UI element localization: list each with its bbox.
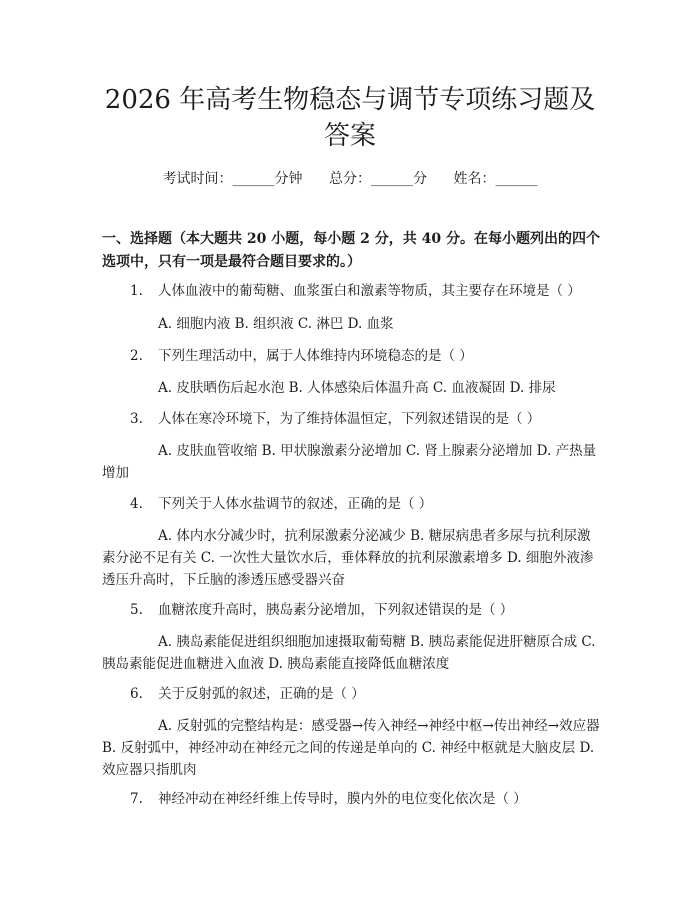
question-2-options: A. 皮肤晒伤后起水泡 B. 人体感染后体温升高 C. 血液凝固 D. 排尿 bbox=[158, 380, 556, 396]
question-number: 2. bbox=[130, 348, 143, 364]
exam-info-line bbox=[0, 170, 700, 188]
question-6-options: A. 反射弧的完整结构是：感受器→传入神经→神经中枢→传出神经→效应器 B. 反射弧中，神经冲动在神经元之间的传递是单向的 C. 神经中枢就是大脑皮层 D. 效应器只指肌肉 bbox=[102, 718, 600, 778]
question-3-options: A. 皮肤血管收缩 B. 甲状腺激素分泌增加 C. 肾上腺素分泌增加 D. 产热量增加 bbox=[102, 443, 597, 481]
question-6-stem bbox=[130, 684, 605, 704]
question-number: 3. bbox=[130, 411, 143, 427]
exam-name-field: 姓名：______ bbox=[453, 171, 538, 187]
question-3-stem bbox=[130, 409, 605, 429]
question-2-stem bbox=[130, 346, 605, 366]
exam-score-field: 总分：______分 bbox=[329, 171, 427, 187]
question-5-stem bbox=[130, 600, 605, 620]
question-text: 血糖浓度升高时，胰岛素分泌增加，下列叙述错误的是（ ） bbox=[158, 602, 514, 618]
question-number: 6. bbox=[130, 686, 143, 702]
question-1-options: A. 细胞内液 B. 组织液 C. 淋巴 D. 血浆 bbox=[158, 316, 394, 332]
question-number: 7. bbox=[130, 791, 143, 807]
question-text: 神经冲动在神经纤维上传导时，膜内外的电位变化依次是（ ） bbox=[158, 791, 527, 807]
question-7-stem bbox=[130, 789, 605, 809]
question-4-stem bbox=[130, 494, 605, 514]
section-heading: 一、选择题（本大题共 20 小题，每小题 2 分，共 40 分。在每小题列出的四个选项中，只有一项是最符合题目要求的。） bbox=[102, 231, 600, 270]
question-text: 下列生理活动中，属于人体维持内环境稳态的是（ ） bbox=[158, 348, 473, 364]
question-number: 4. bbox=[130, 496, 143, 512]
question-text: 关于反射弧的叙述，正确的是（ ） bbox=[158, 686, 365, 702]
question-1-stem bbox=[130, 281, 605, 301]
question-4-options: A. 体内水分减少时，抗利尿激素分泌减少 B. 糖尿病患者多尿与抗利尿激素分泌不足有关 C. 一次性大量饮水后，垂体释放的抗利尿激素增多 D. 细胞外液渗透压升高时，下丘脑的渗透压感受器兴奋 bbox=[102, 528, 594, 588]
question-text: 人体在寒冷环境下，为了维持体温恒定，下列叙述错误的是（ ） bbox=[158, 411, 541, 427]
question-number: 1. bbox=[130, 283, 143, 299]
exam-time-field: 考试时间：______分钟 bbox=[162, 171, 303, 187]
page-title: 2026 年高考生物稳态与调节专项练习题及答案 bbox=[104, 85, 596, 151]
question-number: 5. bbox=[130, 602, 143, 618]
question-text: 下列关于人体水盐调节的叙述，正确的是（ ） bbox=[158, 496, 433, 512]
question-5-options: A. 胰岛素能促进组织细胞加速摄取葡萄糖 B. 胰岛素能促进肝糖原合成 C. 胰岛素能促进血糖进入血液 D. 胰岛素能直接降低血糖浓度 bbox=[102, 634, 596, 672]
question-text: 人体血液中的葡萄糖、血浆蛋白和激素等物质，其主要存在环境是（ ） bbox=[158, 283, 581, 299]
